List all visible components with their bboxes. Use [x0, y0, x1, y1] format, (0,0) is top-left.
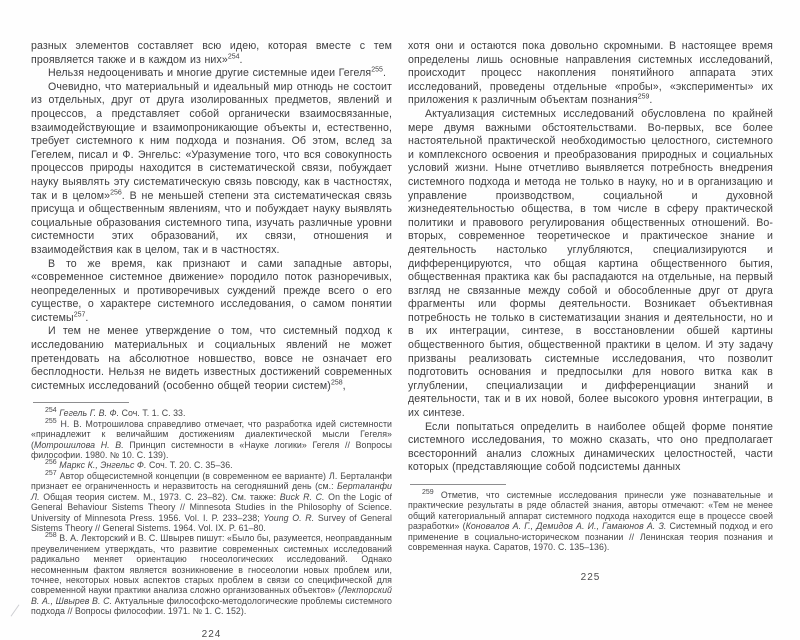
page-left: [0, 0, 393, 640]
paragraph: Актуализация системных исследований обусловлена по крайней мере двумя важными обстоятельствами. Во-первых, все более настоятельной практической необходимостью целостного, системного и комплексного освоения и преобразования природных и социальных условий жизни. Ныне отчетливо выявляется потребность внедрения системного подхода и метода не только в науку, но и в организацию и управление производством, социальной и духовной жизнедеятельностью общества, в том числе в сферу практической политики и правового регулирования общественных отношений. Во-вторых, современное теоретическое и практическое знание и деятельность настолько углубляются, специализируются и дифференцируются, что общая картина общественного бытия, общественная практика как бы распадаются на отдельные, на первый взгляд не связанные между собой и обособленные друг от друга фрагменты или формы деятельности. Возникает объективная потребность не только в систематизации знания и деятельности, но и в их интеграции, синтезе, в восстановлении обшей картины общественного бытия, общественной практики в целом. И эту задачу призваны реализовать системные исследования, что позволит подготовить основания и предпосылки для нового витка как в углублении, специализации и дифференциации знаний и деятельности, так и в их новой, более высокого уровня интеграции, в их синтезе.: [408, 107, 773, 420]
footnote: $^{256}$ Маркс К., Энгельс Ф. Соч. Т. 20. С. 35–36.: [45, 459, 233, 471]
paragraph: Нельзя недооценивать и многие другие системные идеи Гегеля$^{255}$.: [48, 66, 386, 80]
footnote: $^{257}$ Автор общесистемной концепции (в современном ее варианте) Л. Берталанфи признает ее ограниченность и неразвитость на сегодняшний день (см.: Берталанфи Л. Общая теория систем. М., 1973. С. 23–82). См. также: Buck R. C. On the Logic of General Behaviour Sistems Theory // Minnesota Studies in the Philosophy of Science. University of Minnesota Press. 1956. Vol. I. P. 233–238; Young O. R. Survey of General Sistems Theory // General Sistems. 1964. Vol. IX. P. 61–80.: [31, 469, 392, 533]
footnote: $^{259}$ Отметив, что системные исследования принесли уже познавательные и практические результаты в ряде областей знания, авторы отмечают: «Тем не менее общий категориальный аппарат системного подхода находится еще в процессе своей разработки» (Коновалов А. Г., Демидов А. И., Гамаюнов А. З. Системный подход и его применение в социально-историческом познании // Ленинская теория познания и современная наука. Саратов, 1970. С. 135–136).: [408, 489, 773, 553]
page-number: 225: [580, 572, 601, 584]
paragraph: Если попытаться определить в наиболее общей форме понятие системного исследования, то можно сказать, что оно предполагает всесторонний анализ сложных динамических целостностей, части которых (представляющие собой подсистемы данных: [408, 420, 773, 474]
paragraph: хотя они и остаются пока довольно скромными. В настоящее время определены лишь основные направления системных исследований, происходит процесс накопления понятийного аппарата этих исследований, проведены отдельные «пробы», «эксперименты» их приложения к различным объектам познания$^{259}$.: [408, 40, 773, 107]
footnote-separator: [410, 484, 506, 485]
page-right: [392, 0, 800, 623]
left-footnotes: [31, 408, 392, 616]
page-number: 224: [201, 628, 222, 640]
paragraph: Очевидно, что материальный и идеальный мир отнюдь не состоит из отдельных, друг от друга изолированных предметов, явлений и процессов, а представляет собой органически взаимосвязанные, взаимодействующие и взаимопроникающие объекты и, естественно, требует системного к ним подхода и познания. Об этом, вслед за Гегелем, писал и Ф. Энгельс: «Уразумение того, что вся совокупность процессов природы находится в систематической связи, побуждает науку выявлять эту систематическую связь повсюду, как в частностях, так и в целом»$^{256}$. В не меньшей степени эта систематическая связь присуща и общественным явлениям, что и побуждает науку выявлять социальные образования системного типа, изучать различные уровни системности этих образований, их связи, отношения и взаимодействия как в целом, так и в частностях.: [31, 80, 393, 256]
left-body-text: [31, 40, 392, 393]
footnote: $^{255}$ Н. В. Мотрошилова справедливо отмечает, что разработка идей системности «принадлежит к величайшим достижениям диалектической мысли Гегеля» (Мотрошилова Н. В. Принцип системности в «Науке логики» Гегеля // Вопросы философии. 1980. № 10. С. 139).: [31, 417, 392, 461]
paragraph: В то же время, как признают и сами западные авторы, «современное системное движение» породило поток разноречивых, неопределенных и противоречивых суждений прежде всего о его существе, о характере системного исследования, о самом понятии системы$^{257}$.: [31, 257, 392, 324]
paragraph: И тем не менее утверждение о том, что системный подход к исследованию материальных и социальных явлений не может претендовать на абсолютное новшество, вовсе не означает его бесплодности. Нельзя не видеть известных достижений современных системных исследований (особенно общей теории систем)$^{258}$,: [31, 325, 392, 392]
right-body-text: [408, 40, 773, 475]
footnote: $^{254}$ Гегель Г. В. Ф. Соч. Т. 1. С. 33.: [45, 407, 186, 419]
footnote: $^{258}$ В. А. Лекторский и В. С. Швырев пишут: «Было бы, разумеется, неоправданным преувеличением утверждать, что развитие современных системных исследований радикально меняет ориентацию гносеологических исследований. Однако несомненным фактом является возникновение в гносеологии новых проблем или, точнее, некоторых новых аспектов старых проблем в связи со специфической для современной науки практики анализа сложно организованных объектов» (Лекторский В. А., Швырев В. С. Актуальные философско-методологические проблемы системного подхода // Вопросы философии. 1971. № 1. С. 152).: [31, 532, 392, 617]
right-footnotes: [408, 490, 773, 552]
paragraph: разных элементов составляет всю идею, которая вместе с тем проявляется также и в каждом из них»$^{254}$.: [31, 40, 392, 66]
footnote-separator: [33, 402, 129, 403]
